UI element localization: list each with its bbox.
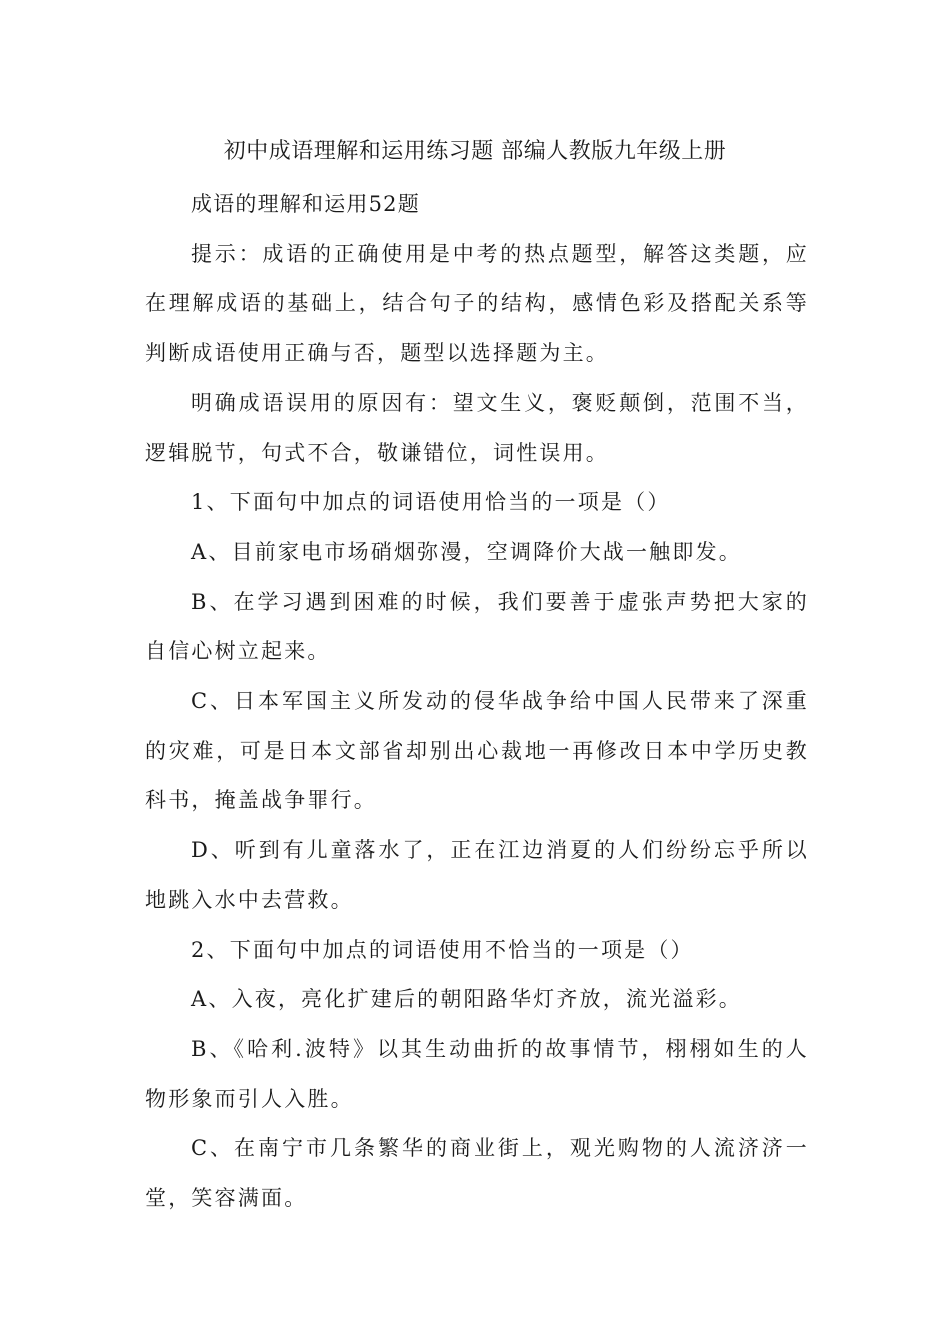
section-subtitle: 成语的理解和运用52题	[191, 192, 420, 216]
question-1-stem: 1、下面句中加点的词语使用恰当的一项是（）	[191, 490, 671, 515]
tip-paragraph: 提示：成语的正确使用是中考的热点题型，解答这类题，应在理解成语的基础上，结合句子的结构，感情色彩及搭配关系等判断成语使用正确与否，题型以选择题为主。	[145, 241, 809, 366]
document-title: 初中成语理解和运用练习题 部编人教版九年级上册	[223, 139, 727, 164]
question-2-option-c: C、在南宁市几条繁华的商业街上，观光购物的人流济济一堂，笑容满面。	[145, 1136, 809, 1211]
question-2-option-b: B、《哈利.波特》以其生动曲折的故事情节，栩栩如生的人物形象而引人入胜。	[145, 1036, 809, 1111]
question-1-option-b: B、在学习遇到困难的时候，我们要善于虚张声势把大家的自信心树立起来。	[145, 589, 809, 664]
reasons-paragraph: 明确成语误用的原因有：望文生义，褒贬颠倒，范围不当，逻辑脱节，句式不合，敬谦错位，词性误用。	[145, 390, 809, 465]
question-1-option-d: D、听到有儿童落水了，正在江边消夏的人们纷纷忘乎所以地跳入水中去营救。	[145, 838, 809, 912]
question-2-stem: 2、下面句中加点的词语使用不恰当的一项是（）	[191, 937, 694, 962]
question-2-option-a: A、入夜，亮化扩建后的朝阳路华灯齐放，流光溢彩。	[191, 987, 742, 1012]
question-1-option-a: A、目前家电市场硝烟弥漫，空调降价大战一触即发。	[191, 539, 742, 564]
document-body	[145, 180, 809, 1224]
question-1-option-c: C、日本军国主义所发动的侵华战争给中国人民带来了深重的灾难，可是日本文部省却别出心裁地一再修改日本中学历史教科书，掩盖战争罪行。	[145, 689, 809, 813]
